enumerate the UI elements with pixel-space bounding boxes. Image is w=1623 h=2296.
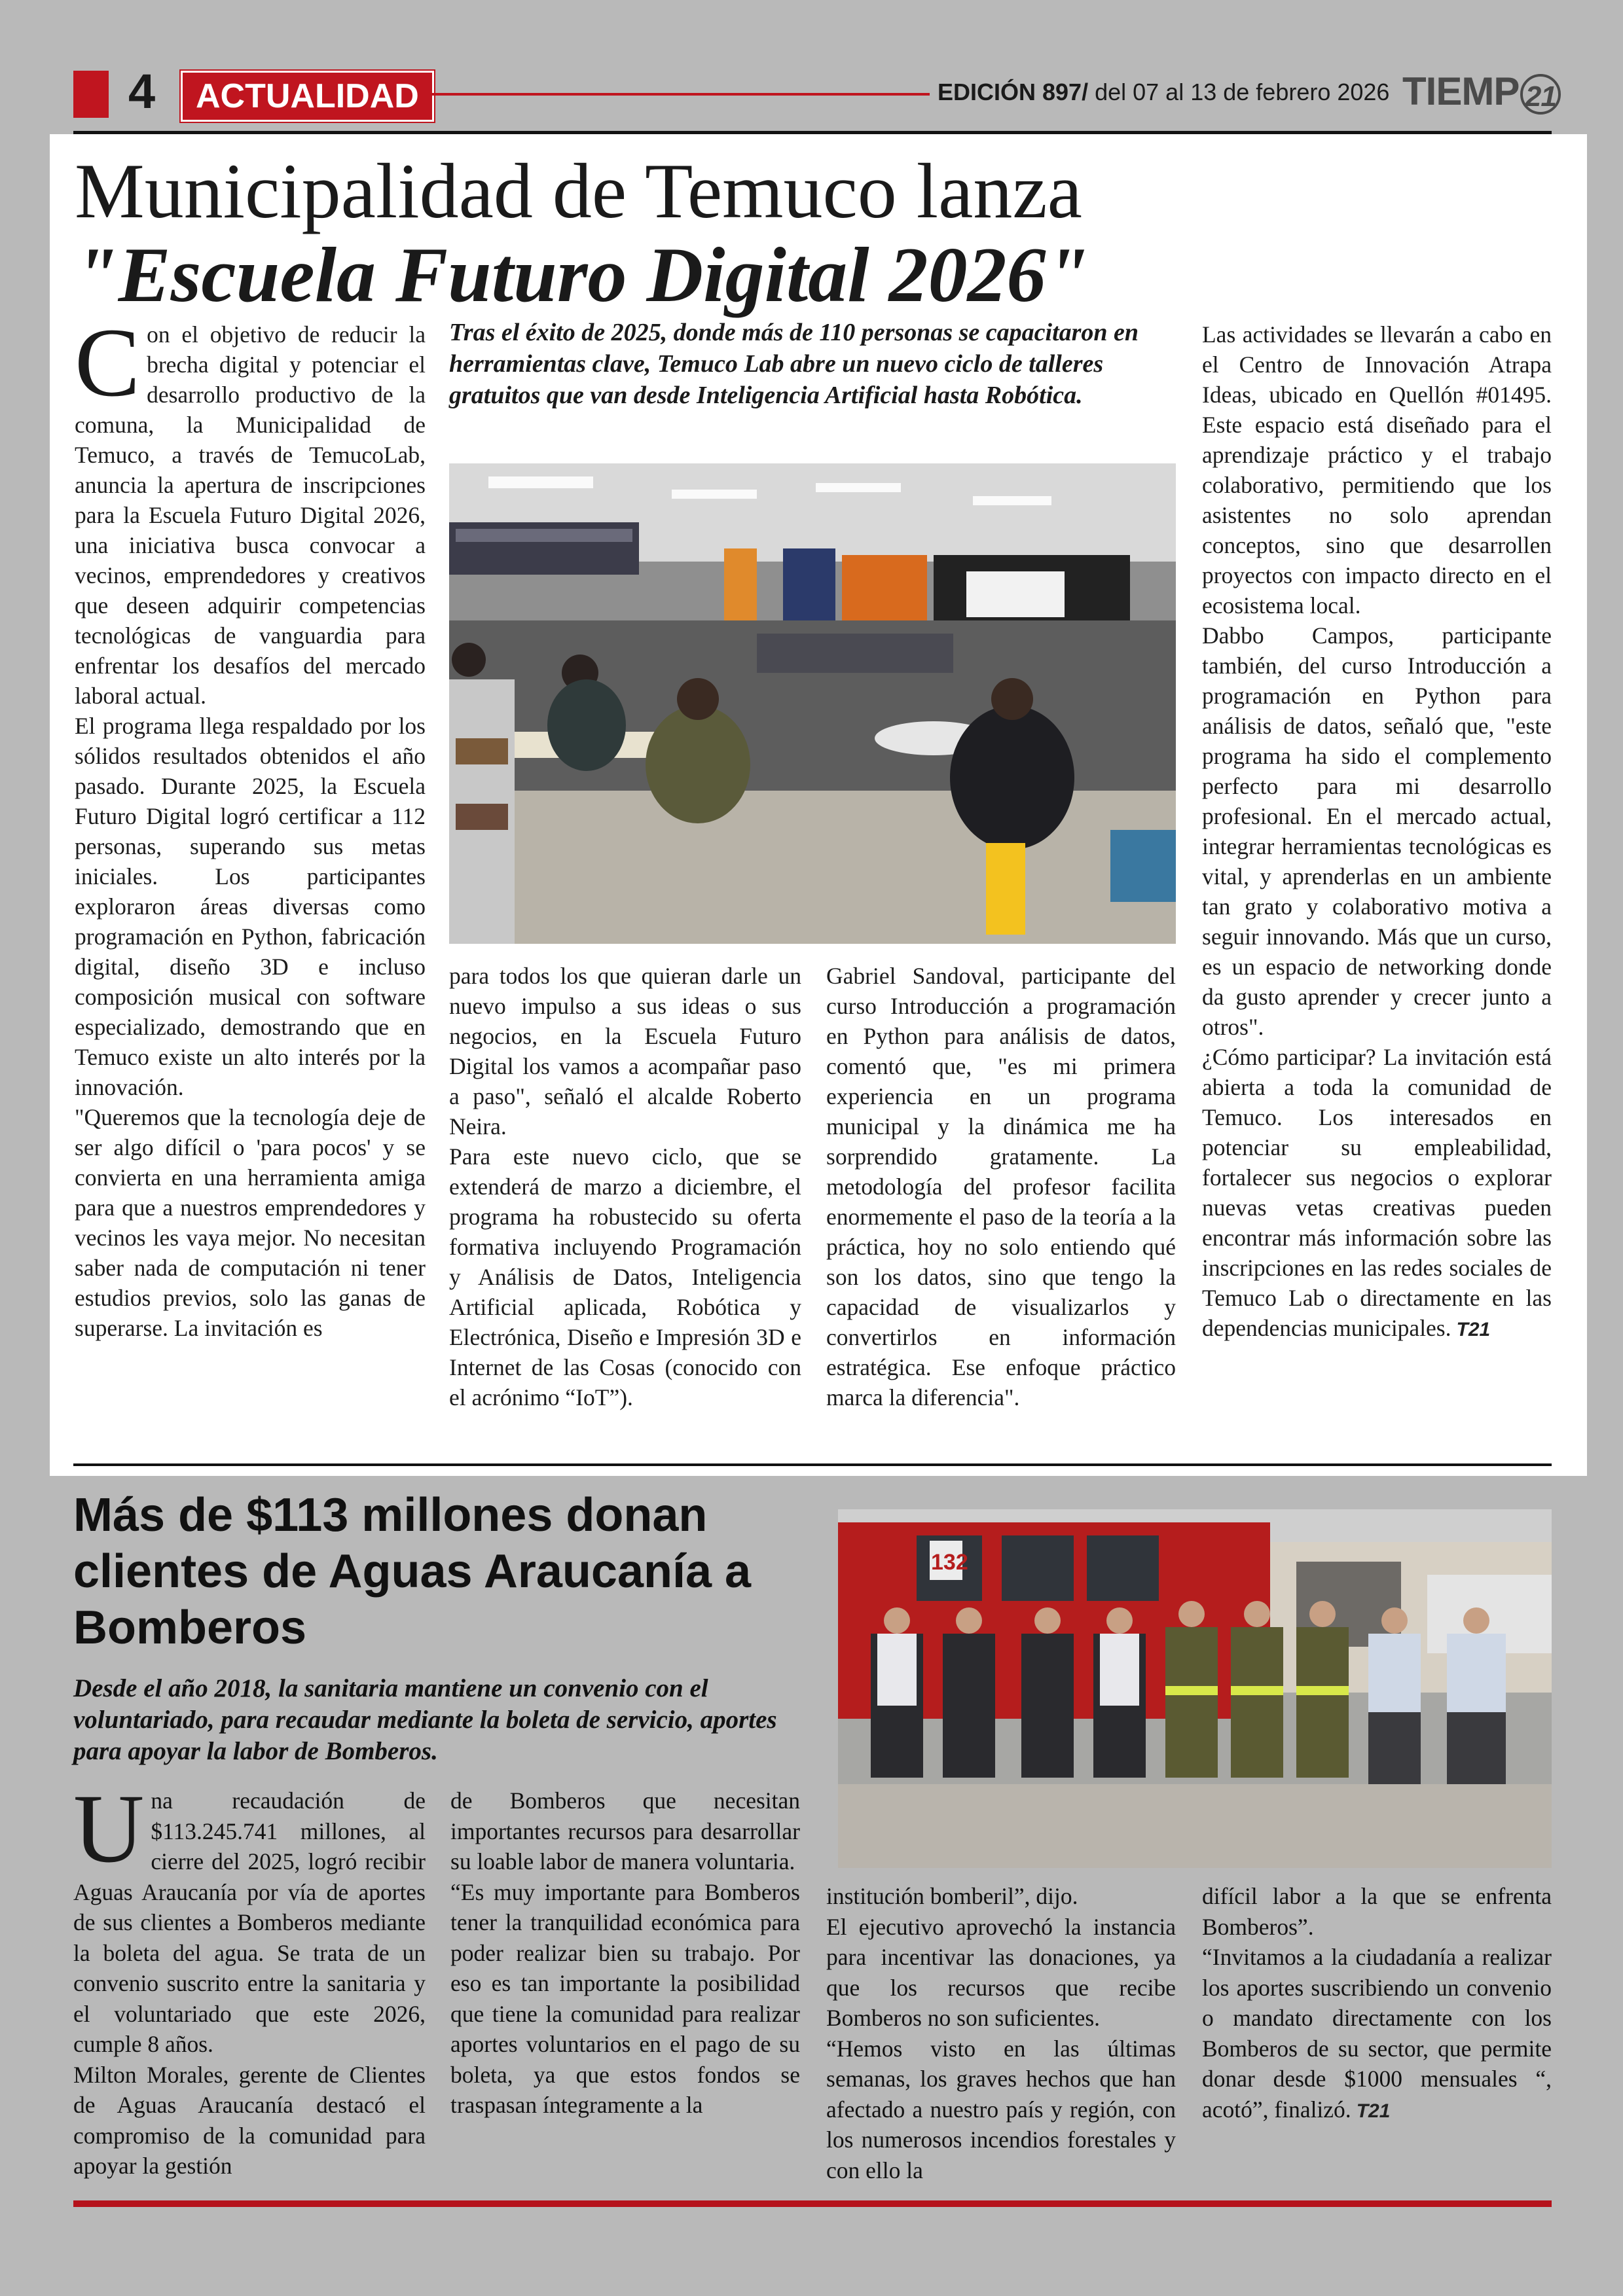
article2-title: Más de $113 millones donan clientes de Aguas Araucanía a Bomberos <box>73 1489 752 1654</box>
article1-column-4 <box>1202 319 1552 1343</box>
article2-col4-p2: “Invitamos a la ciudadanía a realizar los aportes suscribiendo un convenio o mandato directamente con los Bomberos de su sector, que permite donar desde $1000 mensuales “, acotó”, finalizó. <box>1202 1944 1552 2123</box>
article2-col4-p1: difícil labor a la que se enfrenta Bomberos”. <box>1202 1883 1552 1940</box>
edition-dates: del 07 al 13 de febrero 2026 <box>1088 79 1390 105</box>
article1-col4-p1: Las actividades se llevarán a cabo en el Centro de Innovación Atrapa Ideas, ubicado en Quellón #01495. Este espacio está diseñado para el aprendizaje práctico y el trabajo colaborativo, permitiendo que los asistentes no solo aprendan conceptos, sino que desarrollen proyectos con impacto directo en el ecosistema local. <box>1202 321 1552 619</box>
article1-col2-p2: Para este nuevo ciclo, que se extenderá de marzo a diciembre, el programa ha robustecido su oferta formativa incluyendo Programación y Análisis de Datos, Inteligencia Artificial aplicada, Robótica y Electrónica, Diseño e Impresión 3D e Internet de las Cosas (conocido con el acrónimo “IoT”). <box>449 1143 801 1410</box>
article1-col4-p3: ¿Cómo participar? La invitación está abierta a toda la comunidad de Temuco. Los interesados en potenciar su empleabilidad, fortalecer sus negocios o explorar nuevas vetas creativas pueden encontrar más información sobre las inscripciones en las redes sociales de Temuco Lab o directamente en las dependencias municipales. <box>1202 1044 1552 1341</box>
article2-col1-p2: Milton Morales, gerente de Clientes de Aguas Araucanía destacó el compromiso de la comunidad para apoyar la gestión <box>73 2061 426 2179</box>
article2-column-2 <box>450 1785 800 2121</box>
article2-col3-p3: “Hemos visto en las últimas semanas, los graves hechos que han afectado a nuestro país y región, con los numerosos incendios forestales y con ello la <box>826 2035 1176 2183</box>
article2-col2-p1: de Bomberos que necesitan importantes recursos para desarrollar su loable labor de manera voluntaria. <box>450 1787 800 1874</box>
article2-col3-p2: El ejecutivo aprovechó la instancia para incentivar las donaciones, ya que los recursos que recibe Bomberos no son suficientes. <box>826 1913 1176 2031</box>
truck-number-label: 132 <box>931 1550 968 1575</box>
article1-lead: Tras el éxito de 2025, donde más de 110 personas se capacitaron en herramientas clave, Temuco Lab abre un nuevo ciclo de talleres gratuitos que van desde Inteligencia Artificial hasta Robótica. <box>449 319 1139 409</box>
edition-number: EDICIÓN 897/ <box>938 79 1089 105</box>
footer-red-rule <box>73 2200 1552 2207</box>
article1-bottom-rule <box>73 1463 1552 1466</box>
dropcap-2: U <box>73 1774 145 1883</box>
logo-text: TIEMP <box>1402 69 1520 113</box>
article2-photo-firefighters <box>838 1509 1552 1868</box>
header-red-square <box>73 71 109 118</box>
article2-column-1 <box>73 1774 426 2181</box>
article2-col3-p1: institución bomberil”, dijo. <box>826 1883 1078 1909</box>
article1-title-line2: "Escuela Futuro Digital 2026" <box>75 231 1090 318</box>
article1-col4-p2: Dabbo Campos, participante también, del curso Introducción a programación en Python para análisis de datos, señaló que, "este programa ha sido el complemento perfecto para mi desarrollo profesional. En el mercado actual, integrar herramientas tecnológicas es vital, y aprenderlas en un ambiente tan grato y colaborativo motiva a seguir innovando. Más que un curso, es un espacio de networking donde da gusto aprender y crecer junto a otros". <box>1202 622 1552 1040</box>
article2-column-3 <box>826 1881 1176 2185</box>
section-label: ACTUALIDAD <box>181 71 434 122</box>
end-mark-icon-2: T21 <box>1356 2100 1391 2122</box>
page-number: 4 <box>128 64 156 118</box>
article1-column-2 <box>449 961 801 1412</box>
end-mark-icon: T21 <box>1456 1319 1491 1340</box>
article2-col1-p1: na recaudación de $113.245.741 millones, al cierre del 2025, logró recibir Aguas Araucanía por vía de aportes de sus clientes a Bomberos mediante la boleta del agua. Se trata de un convenio suscrito entre la sanitaria y el voluntariado que este 2026, cumple 8 años. <box>73 1787 426 2057</box>
article1-col2-p1: para todos los que quieran darle un nuevo impulso a sus ideas o sus negocios, en la Escuela Futuro Digital los vamos a acompañar paso a paso", señaló el alcalde Roberto Neira. <box>449 963 801 1139</box>
newspaper-logo <box>1402 68 1561 115</box>
article1-column-3 <box>826 961 1176 1412</box>
article2-lead: Desde el año 2018, la sanitaria mantiene un convenio con el voluntariado, para recaudar mediante la boleta de servicio, aportes para apoyar la labor de Bomberos. <box>73 1674 777 1765</box>
article1-column-1 <box>75 308 426 1343</box>
article1-title-line1: Municipalidad de Temuco lanza <box>75 147 1082 234</box>
article2-col2-p2: “Es muy importante para Bomberos tener la tranquilidad económica para poder realizar bien su trabajo. Por eso es tan importante la posibilidad que tiene la comunidad para realizar aportes voluntarios en el pago de su boleta, ya que estos fondos se traspasan íntegramente a la <box>450 1878 800 2118</box>
article1-col1-p3: "Queremos que la tecnología deje de ser algo difícil o 'para pocos' y se convierta en una herramienta amiga para que a nuestros emprendedores y vecinos les vaya mejor. No necesitan saber nada de computación ni tener estudios previos, solo las ganas de superarse. La invitación es <box>75 1104 426 1341</box>
article2-column-4 <box>1202 1881 1552 2125</box>
article1-col1-p1: on el objetivo de reducir la brecha digital y potenciar el desarrollo productivo de la comuna, la Municipalidad de Temuco, a través de TemucoLab, anuncia la apertura de inscripciones para la Escuela Futuro Digital 2026, una iniciativa busca convocar a vecinos, emprendedores y creativos que deseen adquirir competencias tecnológicas de vanguardia para enfrentar los desafíos del mercado laboral actual. <box>75 321 426 709</box>
article1-top-rule <box>73 131 1552 134</box>
article1-col3-p1: Gabriel Sandoval, participante del curso Introducción a programación en Python para análisis de datos, comentó que, "es mi primera experiencia en un programa municipal y la dinámica me ha sorprendido gratamente. La metodología del profesor facilita enormemente el paso de la teoría a la práctica, hoy no solo entiendo qué son los datos, sino que tengo la capacidad de visualizarlos y convertirlos en información estratégica. Ese enfoque práctico marca la diferencia". <box>826 963 1176 1410</box>
article1-photo-classroom <box>449 463 1176 944</box>
article1-col1-p2: El programa llega respaldado por los sólidos resultados obtenidos el año pasado. Durante 2025, la Escuela Futuro Digital logró certificar a 112 personas, superando sus metas iniciales. Los participantes exploraron áreas diversas como programación en Python, fabricación digital, diseño 3D e incluso composición musical con software especializado, demostrando que en Temuco existe un alto interés por la innovación. <box>75 713 426 1100</box>
edition-info <box>938 76 1389 109</box>
dropcap: C <box>75 308 141 417</box>
logo-mark-icon: 21 <box>1520 74 1561 115</box>
header-rule <box>426 93 930 96</box>
